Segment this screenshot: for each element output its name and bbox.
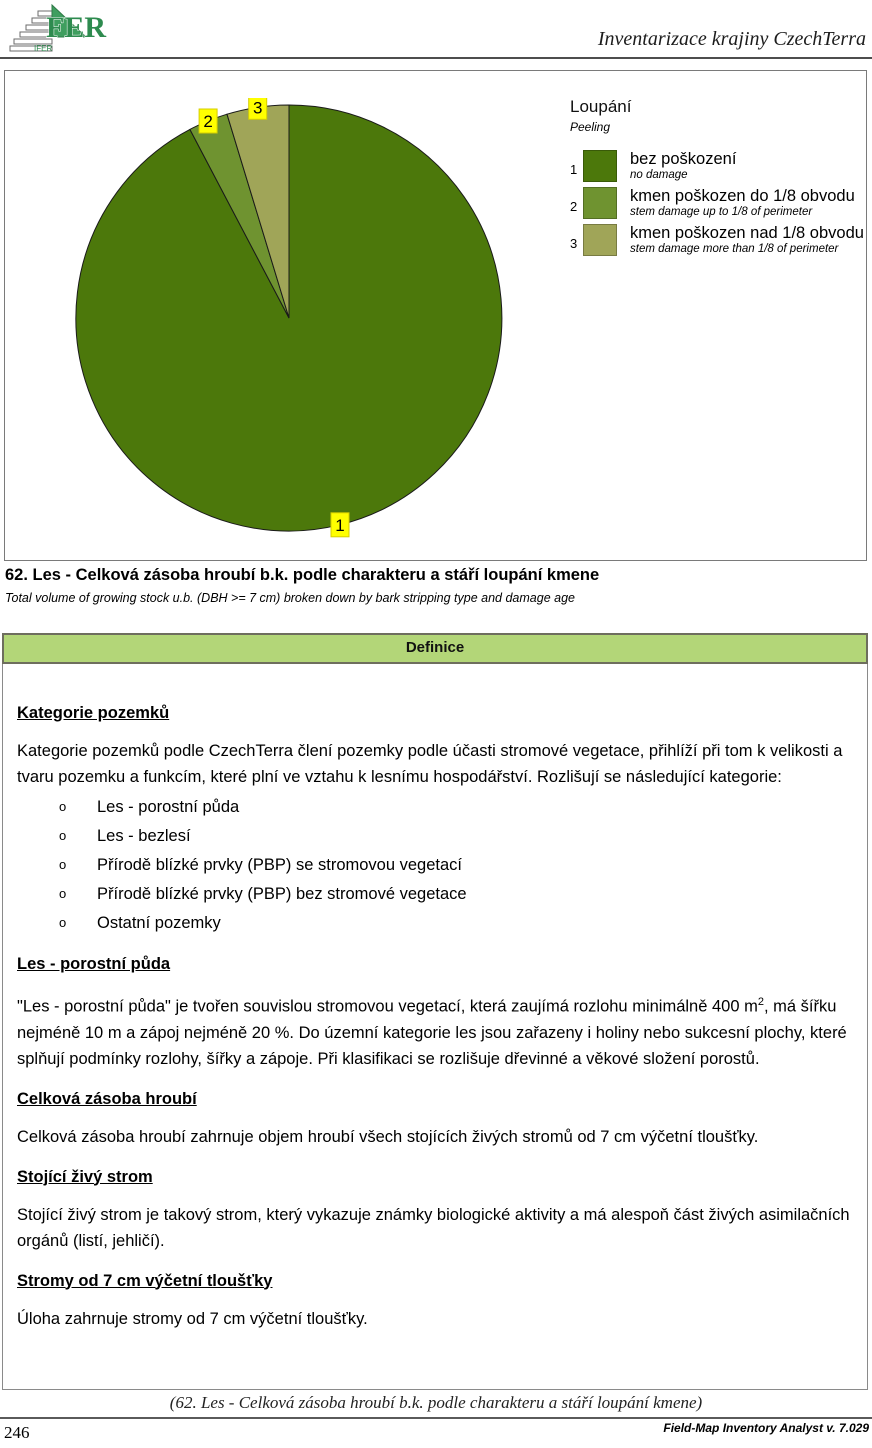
section-heading: Stromy od 7 cm výčetní tloušťky [17,1271,273,1290]
section-heading: Celková zásoba hroubí [17,1089,197,1108]
paragraph: Úloha zahrnuje stromy od 7 cm výčetní tloušťky. [17,1309,368,1328]
page-number: 246 [4,1423,30,1442]
legend-label-cs: kmen poškozen do 1/8 obvodu [630,187,855,205]
paragraph: Stojící živý strom je takový strom, který vykazuje známky biologické aktivity a má alespoň část živých asimilačních orgánů (listí, jehličí). [17,1205,850,1250]
ifer-logo-icon [8,3,128,57]
bullet-text: Přírodě blízké prvky (PBP) se stromovou vegetací [97,855,462,874]
svg-text:1: 1 [335,515,345,535]
legend-swatch [583,224,617,256]
legend-item-number: 1 [570,162,578,177]
bullet-marker: o [59,914,67,930]
header-title: Inventarizace krajiny CzechTerra [597,28,866,50]
svg-text:2: 2 [203,112,213,131]
legend-label-en: stem damage more than 1/8 of perimeter [630,243,839,255]
footer-divider [0,1417,872,1419]
legend-item [570,150,866,182]
chart-caption-en: Total volume of growing stock u.b. (DBH >= 7 cm) broken down by bark stripping type and damage age [5,591,575,605]
paragraph: "Les - porostní půda" je tvořen souvislou stromovou vegetací, která zaujímá rozlohu minimálně 400 $m^2$, má šířku nejméně 10 m a zápoj nejméně 20 %. Do územní kategorie les jsou zařazeny i holiny nebo sukcesní plochy, které splňují podmínky rozlohy, šířky a zápoje. Při klasifikaci se rozlišuje dřevinné a věkové složení porostů. [17,996,847,1068]
legend-label-cs: kmen poškozen nad 1/8 obvodu [630,224,864,242]
definitions-header-bar: Definice [2,633,868,664]
bullet-marker: o [59,885,67,901]
bullet-marker: o [59,798,67,814]
legend-item [570,224,866,256]
bullet-text: Les - bezlesí [97,826,191,845]
legend-label-cs: bez poškození [630,150,737,168]
definitions-box [2,664,868,1390]
slice-label-2 [199,109,217,133]
slice-label-3 [249,98,267,119]
chart-panel [4,70,867,561]
pie-chart [69,98,509,538]
section-heading: Les - porostní půda [17,955,171,973]
legend-item-number: 2 [570,199,578,214]
chart-legend [570,97,866,261]
svg-text:IFER: IFER [34,44,53,53]
app-version: Field-Map Inventory Analyst v. 7.029 [663,1421,869,1435]
chart-caption [5,566,865,605]
bullet-text: Les - porostní půda [97,797,240,816]
bullet-item [15,879,855,908]
page-header [0,0,872,59]
svg-text:3: 3 [252,98,263,118]
legend-swatch [583,187,617,219]
slice-label-1 [331,513,349,537]
chart-caption-cs: 62. Les - Celková zásoba hroubí b.k. podle charakteru a stáří loupání kmene [5,566,600,584]
legend-item-number: 3 [570,236,578,251]
legend-label-en: no damage [630,169,688,181]
legend-label-en: stem damage up to 1/8 of perimeter [630,206,813,218]
bullet-item [15,908,855,937]
bullet-text: Ostatní pozemky [97,913,221,932]
bullet-list [15,792,855,937]
footer-caption: (62. Les - Celková zásoba hroubí b.k. podle charakteru a stáří loupání kmene) [169,1393,703,1412]
bullet-marker: o [59,827,67,843]
bullet-text: Přírodě blízké prvky (PBP) bez stromové vegetace [97,884,467,903]
legend-title: Loupání [570,97,632,116]
section-heading: Kategorie pozemků [17,704,170,722]
paragraph: Kategorie pozemků podle CzechTerra člení pozemky podle účasti stromové vegetace, přihlíží při tom k velikosti a tvaru pozemku a funkcím, které plní ve vztahu k lesnímu hospodářství. Rozlišují se následující kategorie: [17,742,843,786]
superscript: 2 [757,996,764,1008]
bullet-item [15,792,855,821]
legend-subtitle: Peeling [570,120,611,134]
section-heading: Stojící živý strom [17,1167,153,1186]
svg-text:FER: FER [46,11,106,44]
bullet-item [15,821,855,850]
legend-item [570,187,866,219]
bullet-item [15,850,855,879]
bullet-marker: o [59,856,67,872]
legend-swatch [583,150,617,182]
paragraph: Celková zásoba hroubí zahrnuje objem hroubí všech stojících živých stromů od 7 cm výčetní tloušťky. [17,1127,759,1146]
